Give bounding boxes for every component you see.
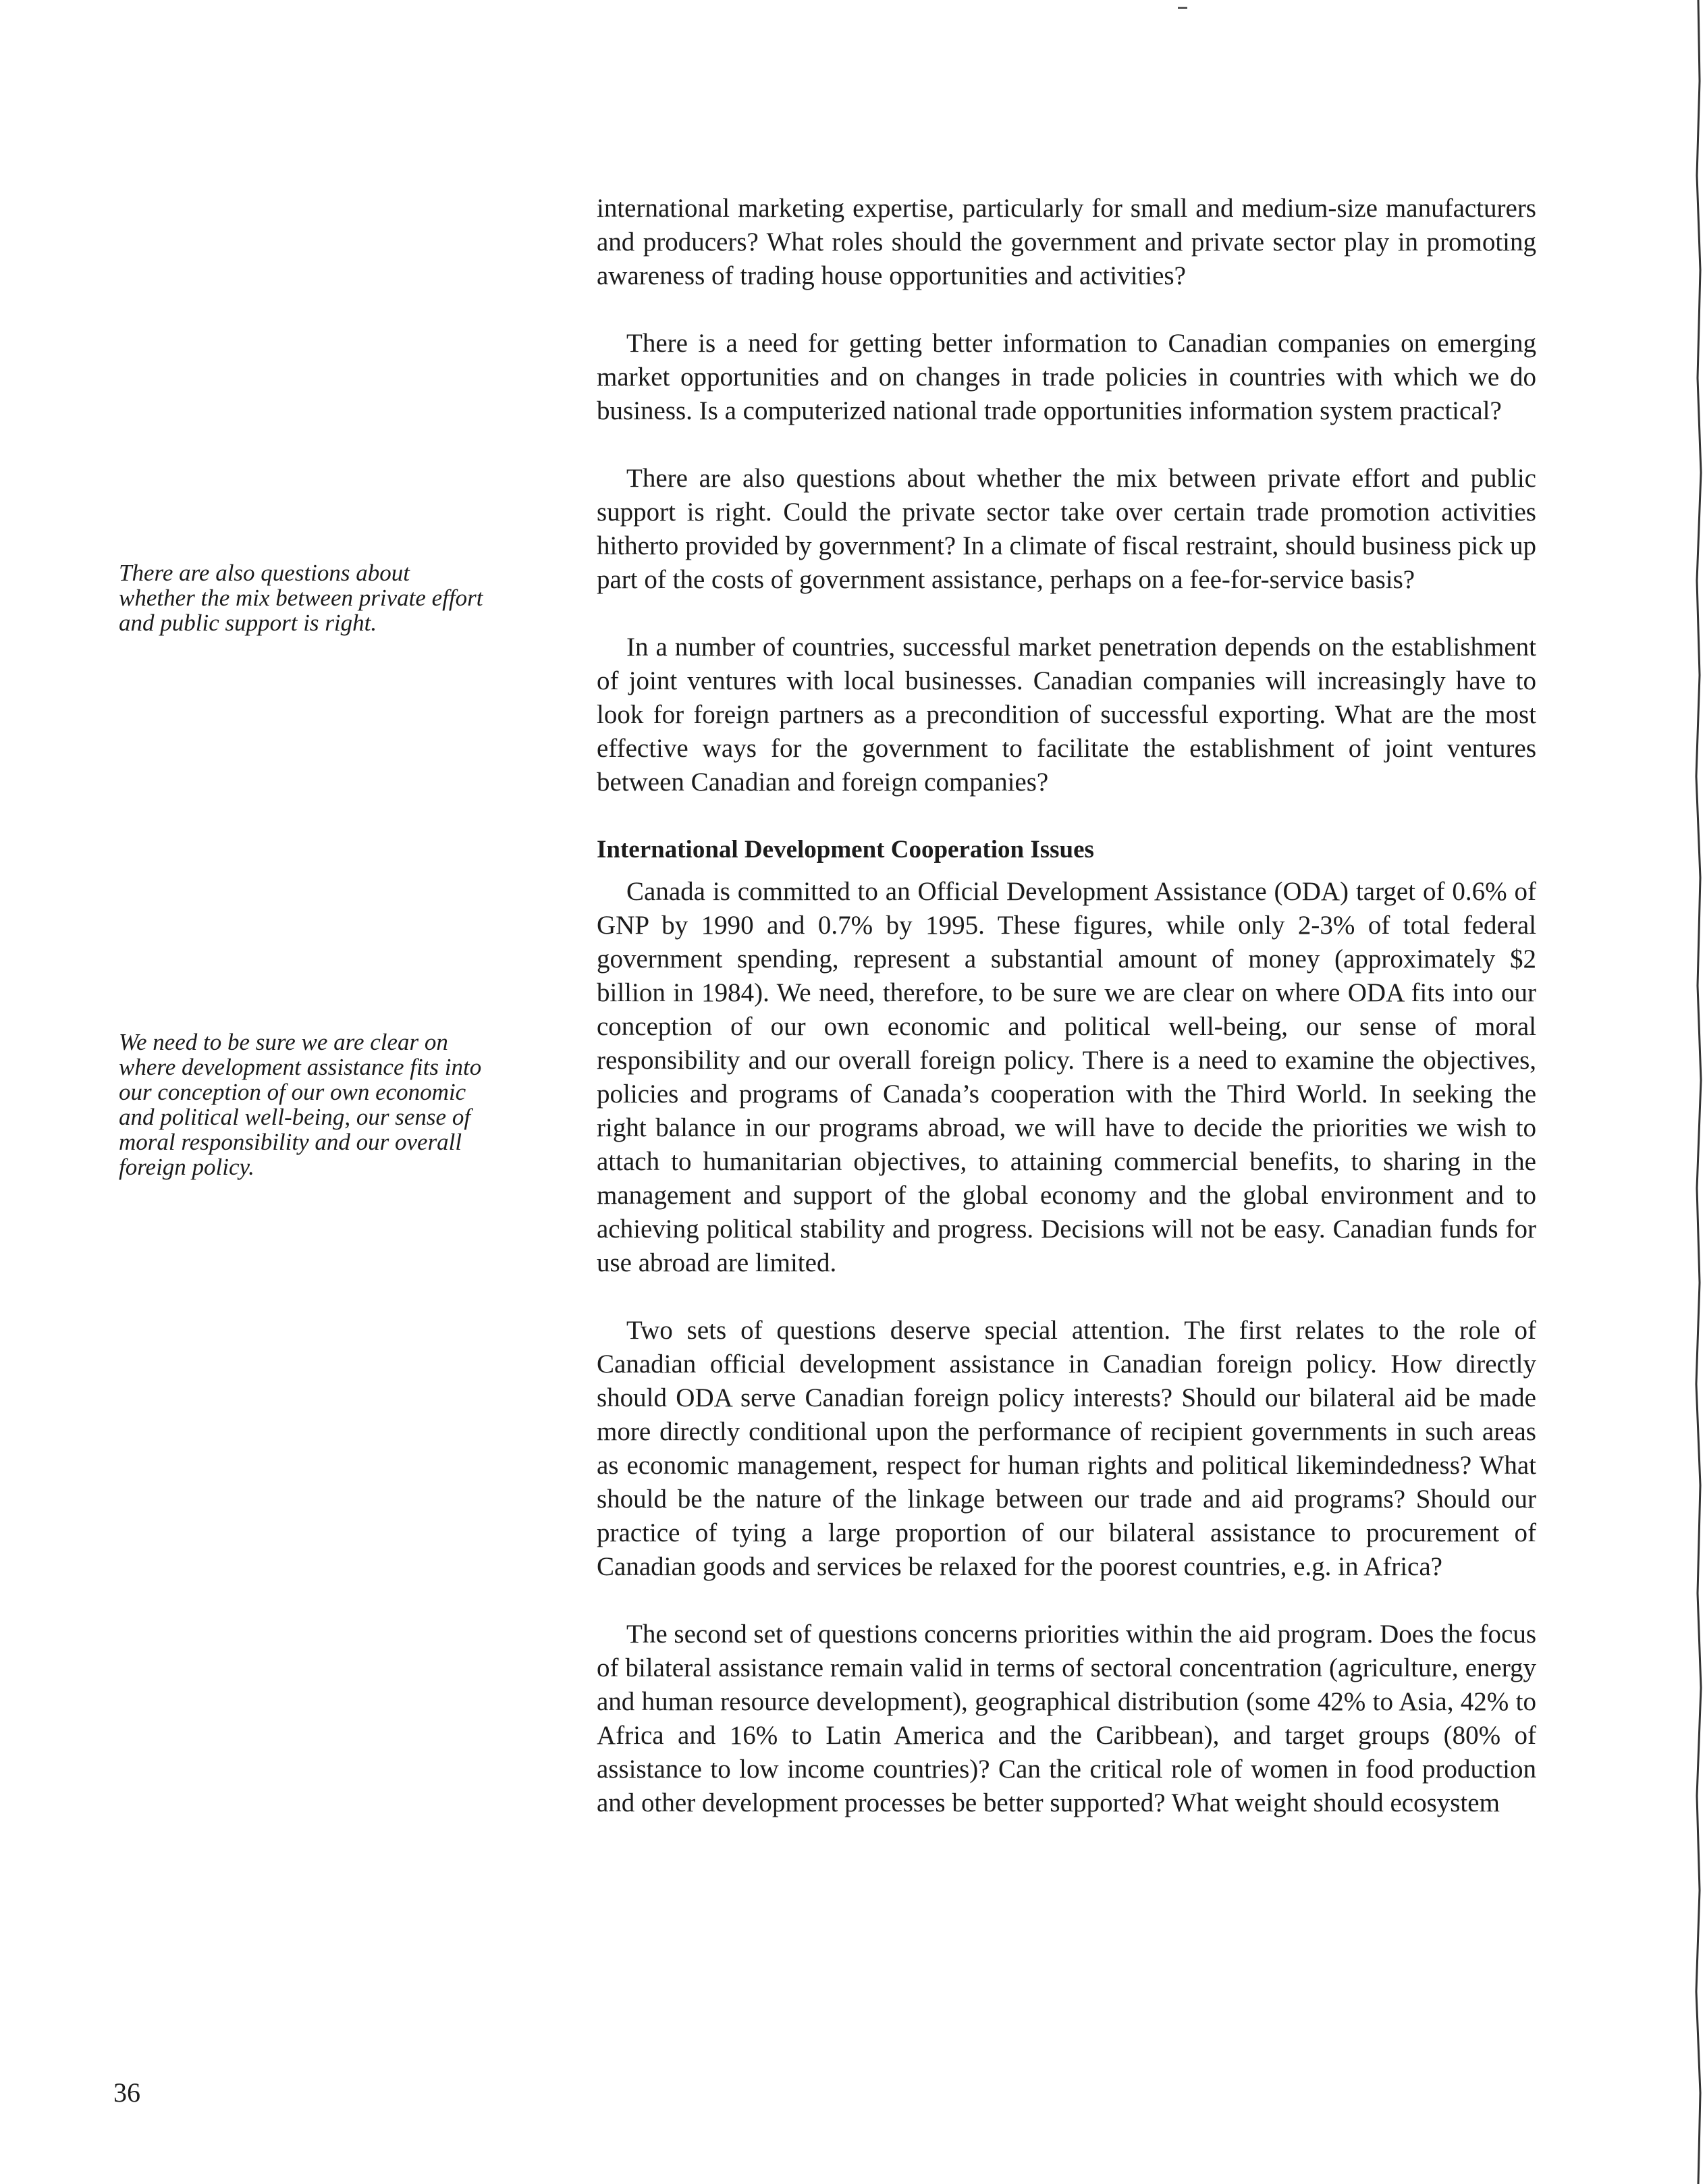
main-text-column <box>597 192 1536 1820</box>
paragraph-first-question-set: Two sets of questions deserve special attention. The first relates to the role of Canadian official development assistance in Canadian foreign policy. How directly should ODA serve Canadian foreign policy interests? Should our bilateral aid be made more directly conditional upon the performance of recipient governments in such areas as economic management, respect for human rights and political likemindedness? What should be the nature of the linkage between our trade and aid programs? Should our practice of tying a large proportion of our bilateral assistance to procurement of Canadian goods and services be relaxed for the poorest countries, e.g. in Africa? <box>597 1316 1536 1581</box>
binding-edge-shadow <box>1685 0 1705 2184</box>
margin-note-development-assistance: We need to be sure we are clear on where development assistance fits into our conception of our own economic and political well-being, our sense of moral responsibility and our overall foreign policy. <box>119 1029 482 1180</box>
paragraph-second-question-set: The second set of questions concerns priorities within the aid program. Does the focus of bilateral assistance remain valid in terms of sectoral concentration (agriculture, energy and human resource development), geographical distribution (some 42% to Asia, 42% to Africa and 16% to Latin America and the Caribbean), and target groups (80% of assistance to low income countries)? Can the critical role of women in food production and other development processes be better supported? What weight should ecosystem <box>597 1620 1536 1817</box>
page-number: 36 <box>113 2077 140 2108</box>
margin-note-private-public-mix: There are also questions about whether the mix between private effort and public support is right. <box>119 560 483 636</box>
section-heading: International Development Cooperation Issues <box>597 836 1094 863</box>
paragraph-trading-houses: international marketing expertise, particularly for small and medium-size manufacturers and producers? What roles should the government and private sector play in promoting awareness of trading house opportunities and activities? <box>597 194 1536 290</box>
paragraph-joint-ventures: In a number of countries, successful market penetration depends on the establishment of joint ventures with local businesses. Canadian companies will increasingly have to look for foreign partners as a precondition of successful exporting. What are the most effective ways for the government to facilitate the establishment of joint ventures between Canadian and foreign companies? <box>597 633 1536 797</box>
paragraph-private-public-mix: There are also questions about whether the mix between private effort and public support is right. Could the private sector take over certain trade promotion activities hitherto provided by government? In a climate of fiscal restraint, should business pick up part of the costs of government assistance, perhaps on a fee-for-service basis? <box>597 464 1536 594</box>
paragraph-trade-information: There is a need for getting better information to Canadian companies on emerging market opportunities and on changes in trade policies in countries with which we do business. Is a computerized national trade opportunities information system practical? <box>597 329 1536 425</box>
paragraph-oda-target: Canada is committed to an Official Development Assistance (ODA) target of 0.6% of GNP by 1990 and 0.7% by 1995. These figures, while only 2-3% of total federal government spending, represent a substantial amount of money (approximately $2 billion in 1984). We need, therefore, to be sure we are clear on where ODA fits into our conception of our own economic and political well-being, our sense of moral responsibility and our overall foreign policy. There is a need to examine the objectives, policies and programs of Canada’s cooperation with the Third World. In seeking the right balance in our programs abroad, we will have to decide the priorities we wish to attach to humanitarian objectives, to attaining commercial benefits, to sharing in the management and support of the global economy and the global environment and to achieving political stability and progress. Decisions will not be easy. Canadian funds for use abroad are limited. <box>597 877 1536 1277</box>
scan-mark <box>1178 7 1187 9</box>
